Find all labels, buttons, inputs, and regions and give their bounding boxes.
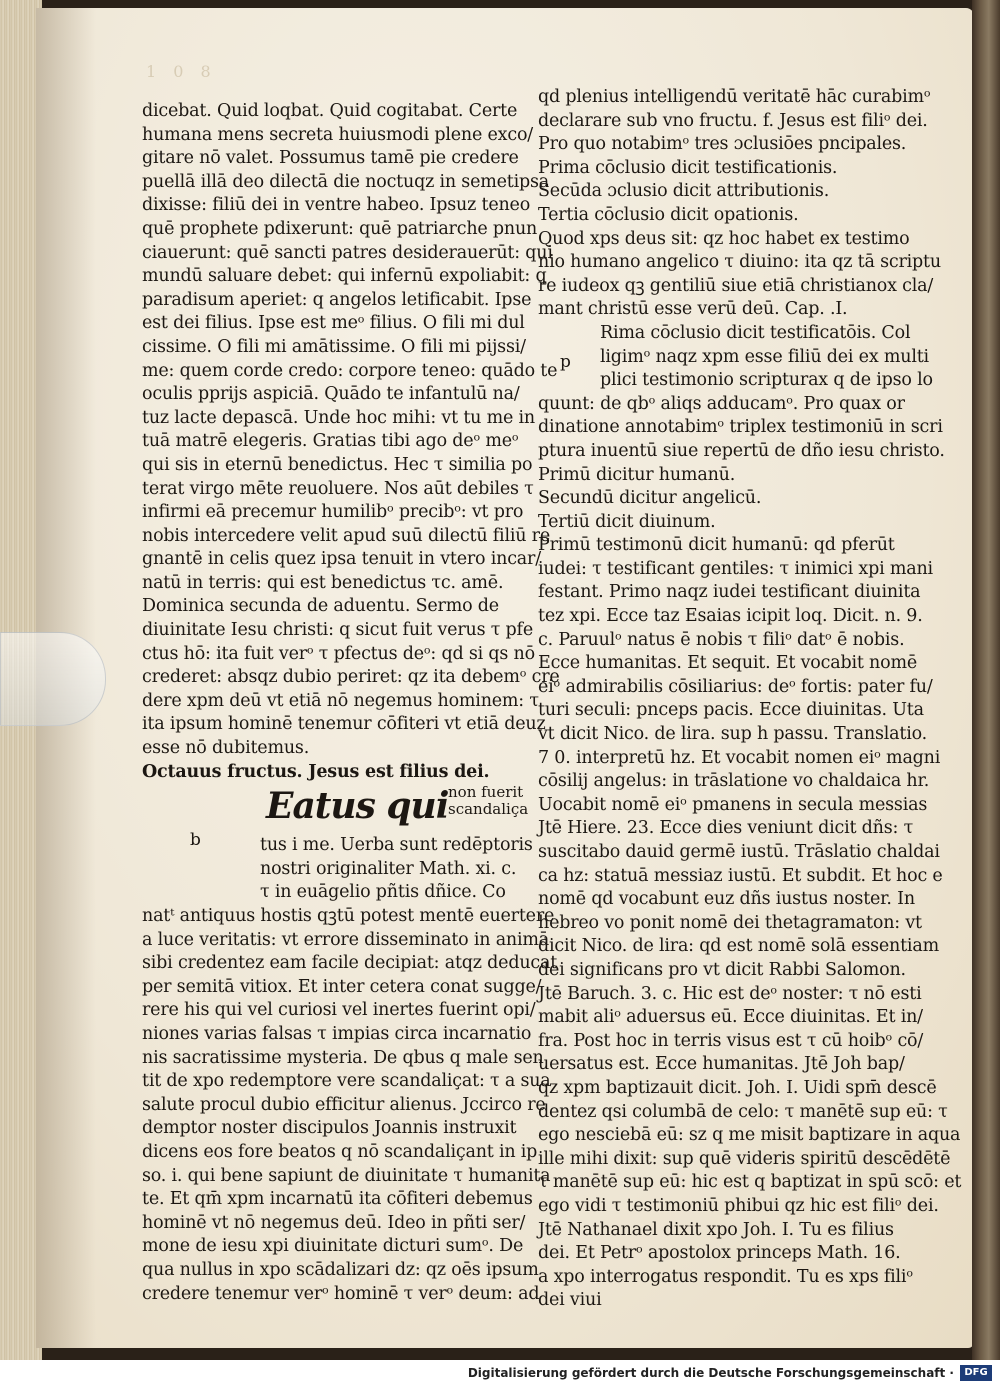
text-line: dere xpm deū vt etiā nō negemus hominem: τ — [142, 690, 539, 711]
text-line: fra. Post hoc in terris visus est τ cū hoibᵒ cō/ — [538, 1030, 924, 1051]
text-line: Tertia cōclusio dicit opationis. — [538, 204, 799, 225]
text-line: cōsilij angelus: in trāslatione vo chaldaica hr. — [538, 771, 930, 792]
text-line: demptor noster discipulos Joannis instruxit — [142, 1118, 517, 1139]
fructus-heading: Octauus fructus. Jesus est filius dei. — [142, 761, 490, 782]
rima-block — [538, 322, 933, 393]
initial-side-text — [448, 784, 528, 818]
initial-block — [142, 783, 529, 855]
text-line: Primū testimonū dicit humanū: qd pferūt — [538, 535, 895, 556]
text-line: credere tenemur verᵒ hominē τ verᵒ deum: ad — [142, 1283, 540, 1304]
right-paragraph-a — [538, 86, 941, 322]
left-text-column — [142, 100, 560, 1306]
text-line: gnantē in celis quez ipsa tenuit in vtero incar/ — [142, 549, 541, 570]
text-line: dentez qsi columbā de celo: τ manētē sup eū: τ — [538, 1101, 948, 1122]
text-line: quunt: de qbᵒ aliqs adducamᵒ. Pro quax or — [538, 393, 905, 414]
text-line: 7 0. interpretū hz. Et vocabit nomen eiᵒ magni — [538, 747, 941, 768]
text-line: a xpo interrogatus respondit. Tu es xps filiᵒ — [538, 1266, 913, 1287]
funding-note: Digitalisierung gefördert durch die Deutsche Forschungsgemeinschaft · — [467, 1366, 954, 1380]
text-line: dicit Nico. de lira: qd est nomē solā essentiam — [538, 936, 939, 957]
text-line: dinatione annotabimᵒ triplex testimoniū in scri — [538, 417, 943, 438]
text-line: dicens eos fore beatos q nō scandaliçant in ip — [142, 1141, 538, 1162]
text-line: est dei filius. Ipse est meᵒ filius. O fili mi dul — [142, 313, 525, 334]
text-line: gitare nō valet. Possumus tamē pie credere — [142, 148, 519, 169]
text-line: humana mens secreta huiusmodi plene exco/ — [142, 124, 533, 145]
text-line: dixisse: filiū dei in ventre habeo. Ipsuz teneo — [142, 195, 531, 216]
text-line: Pro quo notabimᵒ tres ɔclusiōes pncipales. — [538, 134, 907, 155]
text-line: Dominica secunda de aduentu. Sermo de — [142, 596, 499, 617]
text-line: ego vidi τ testimoniū phibui qz hic est filiᵒ dei. — [538, 1195, 939, 1216]
text-line: ligimᵒ naqz xpm esse filiū dei ex multi — [600, 346, 929, 367]
text-line: dei viui — [538, 1290, 602, 1311]
text-line: paradisum aperiet: q angelos letificabit. Ipse — [142, 289, 532, 310]
text-line: nostri originaliter Math. xi. c. — [260, 858, 517, 879]
text-line: Secūda ɔclusio dicit attributionis. — [538, 181, 830, 202]
text-line: dicebat. Quid loqbat. Quid cogitabat. Certe — [142, 101, 518, 121]
text-line: natᵗ antiquus hostis qꝫtū potest mentē euertere — [142, 906, 555, 926]
text-line: quē prophete pdixerunt: quē patriarche pnun — [142, 218, 538, 239]
text-line: ita ipsum hominē tenemur cōfiteri vt etiā deuz — [142, 714, 546, 735]
text-line: ille mihi dixit: sup quē videris spiritū descēdētē — [538, 1148, 951, 1169]
text-line: te. Et qm̄ xpm incarnatū ita cōfiteri debemus — [142, 1189, 533, 1210]
decorated-initial: Eatus qui — [266, 785, 449, 828]
text-line: infirmi eā precemur humilibᵒ precibᵒ: vt pro — [142, 502, 524, 523]
text-line: tit de xpo redemptore vere scandaliçat: τ a sua — [142, 1071, 551, 1092]
text-line: vt dicit Nico. de lira. sup h passu. Translatio. — [538, 724, 927, 745]
text-line: qd plenius intelligendū veritatē hāc curabimᵒ — [538, 87, 931, 107]
text-line: ctus hō: ita fuit verᵒ τ pfectus deᵒ: qd si qs nō — [142, 643, 535, 664]
text-line: τ in euāgelio pñtis dñice. Co — [260, 882, 506, 903]
text-line: dei significans pro vt dicit Rabbi Salomon. — [538, 959, 906, 980]
text-line: Uocabit nomē eiᵒ pmanens in secula messias — [538, 794, 928, 815]
page-holder-clip — [0, 632, 106, 726]
text-line: uersatus est. Ecce humanitas. Jtē Joh bap/ — [538, 1054, 905, 1075]
text-line: Prima cōclusio dicit testificationis. — [538, 157, 838, 178]
text-line: terat virgo mēte reuoluere. Nos aūt debiles τ — [142, 478, 534, 499]
initial-side-line: scandaliça — [448, 800, 529, 819]
text-line: a luce veritatis: vt errore disseminato in animā — [142, 929, 550, 950]
text-line: tez xpi. Ecce taz Esaias icipit loq. Dicit. n. 9. — [538, 606, 923, 627]
text-line: τ manētē sup eū: hic est q baptizat in spū scō: et — [538, 1172, 962, 1193]
text-line: suscitabo dauid germē iustū. Trāslatio chaldai — [538, 842, 940, 862]
text-line: mabit aliᵒ aduersus eū. Ecce diuinitas. Et in/ — [538, 1007, 923, 1028]
text-line: sibi credentez eam facile decipiat: atqz deducat — [142, 953, 558, 974]
left-paragraph-d — [142, 905, 558, 1306]
rima-line: Rima cōclusio dicit testificatōis. Col — [600, 322, 911, 343]
text-line: Jtē Baruch. 3. c. Hic est deᵒ noster: τ nō esti — [538, 983, 922, 1004]
text-line: me: quem corde credo: corpore teneo: quādo te — [142, 360, 558, 381]
text-line: so. i. qui bene sapiunt de diuinitate τ humanita — [142, 1165, 551, 1186]
text-line: diuinitate Iesu christi: q sicut fuit verus τ pfe — [142, 620, 533, 641]
text-line: qua nullus in xpo scādalizari dz: qz oēs ipsum — [142, 1259, 539, 1280]
text-line: Ecce humanitas. Et sequit. Et vocabit nomē — [538, 653, 918, 674]
text-line: rere his qui vel curiosi vel inertes fuerint opi/ — [142, 1000, 536, 1021]
text-line: tuā matrē elegeris. Gratias tibi ago deᵒ meᵒ — [142, 431, 519, 452]
folio-number: 1 0 8 — [146, 62, 217, 81]
text-line: Tertiū dicit diuinum. — [538, 511, 716, 532]
right-page-edges — [972, 0, 1000, 1360]
text-line: qui sis in eternū benedictus. Hec τ similia po — [142, 454, 533, 475]
text-line: festant. Primo naqz iudei testificant diuinita — [538, 582, 921, 603]
text-line: Jtē Hiere. 23. Ecce dies veniunt dicit dñs: τ — [538, 818, 914, 839]
right-indented-lines — [538, 346, 933, 393]
text-line: oculis pprijs aspiciā. Quādo te infantulū na/ — [142, 384, 520, 405]
text-line: re iudeox qꝫ gentiliū siue etiā christianox cla/ — [538, 275, 934, 296]
text-line: declarare sub vno fructu. f. Jesus est filiᵒ dei. — [538, 110, 928, 131]
text-line: mone de iesu xpi diuinitate dicturi sumᵒ. De — [142, 1236, 524, 1257]
text-line: salute procul dubio efficitur alienus. Jccirco re — [142, 1094, 546, 1115]
right-paragraph-c — [538, 393, 962, 1313]
text-line: esse nō dubitemus. — [142, 738, 310, 759]
guide-letter-b: b — [190, 830, 201, 851]
text-line: crederet: absqz dubio periret: qz ita debemᵒ cre — [142, 667, 560, 688]
text-line: per semitā vitiox. Et inter cetera conat sugge/ — [142, 976, 542, 997]
text-line: ca hz: statuā messiaz iustū. Et subdit. Et hoc e — [538, 865, 943, 886]
dfg-logo: DFG — [960, 1365, 992, 1381]
text-line: Jtē Nathanael dixit xpo Joh. I. Tu es filius — [538, 1219, 894, 1240]
text-line: iudei: τ testificant gentiles: τ inimici xpi mani — [538, 558, 933, 579]
text-line: tuz lacte depascā. Unde hoc mihi: vt tu me in — [142, 407, 535, 428]
text-line: nobis intercedere velit apud suū dilectū filiū re — [142, 525, 551, 546]
text-line: puellā illā deo dilectā die noctuqz in semetipsa — [142, 171, 550, 192]
text-line: qz xpm baptizauit dicit. Joh. I. Uidi spm̄ descē — [538, 1077, 937, 1098]
text-line: Primū dicitur humanū. — [538, 464, 736, 485]
text-line: nio humano angelico τ diuino: ita qz tā scriptu — [538, 252, 941, 273]
text-line: nomē qd vocabunt euz dñs iustus noster. In — [538, 889, 915, 910]
text-line: turi seculi: pnceps pacis. Ecce diuinitas. Uta — [538, 700, 924, 721]
text-line: eiᵒ admirabilis cōsiliarius: deᵒ fortis: pater fu/ — [538, 676, 933, 697]
guide-letter-p: p — [560, 351, 571, 372]
text-line: tus i me. Uerba sunt redēptoris — [260, 835, 533, 856]
text-line: c. Paruulᵒ natus ē nobis τ filiᵒ datᵒ ē nobis. — [538, 629, 905, 650]
text-line: niones varias falsas τ impias circa incarnatio — [142, 1023, 532, 1044]
text-line: cissime. O fili mi amātissime. O fili mi pijssi/ — [142, 336, 526, 357]
text-line: natū in terris: qui est benedictus τc. amē. — [142, 572, 504, 593]
text-line: ego nesciebā eū: sz q me misit baptizare in aqua — [538, 1125, 961, 1146]
initial-side-line: non fuerit — [448, 783, 524, 802]
text-line: mant christū esse verū deū. Cap. .I. — [538, 299, 848, 320]
text-line: nis sacratissime mysteria. De qbus q male sen — [142, 1047, 544, 1068]
text-line: Secundū dicitur angelicū. — [538, 488, 762, 509]
text-line: Quod xps deus sit: qz hoc habet ex testimo — [538, 228, 910, 249]
text-line: hominē vt nō negemus deū. Ideo in pñti ser/ — [142, 1212, 526, 1233]
text-line: ciauerunt: quē sancti patres desiderauerūt: qui — [142, 242, 553, 263]
right-text-column — [538, 86, 962, 1313]
text-line: mundū saluare debet: qui infernū expoliabit: q — [142, 266, 547, 287]
left-paragraph-a — [142, 100, 558, 595]
text-line: hebreo vo ponit nomē dei thetagramaton: vt — [538, 912, 922, 933]
text-line: dei. Et Petrᵒ apostolox princeps Math. 16. — [538, 1243, 901, 1264]
text-line: plici testimonio scripturax q de ipso lo — [600, 370, 933, 391]
text-line: ptura inuentū siue repertū de dño iesu christo. — [538, 440, 945, 461]
footer-bar — [0, 1360, 1000, 1387]
left-paragraph-b — [142, 595, 560, 760]
